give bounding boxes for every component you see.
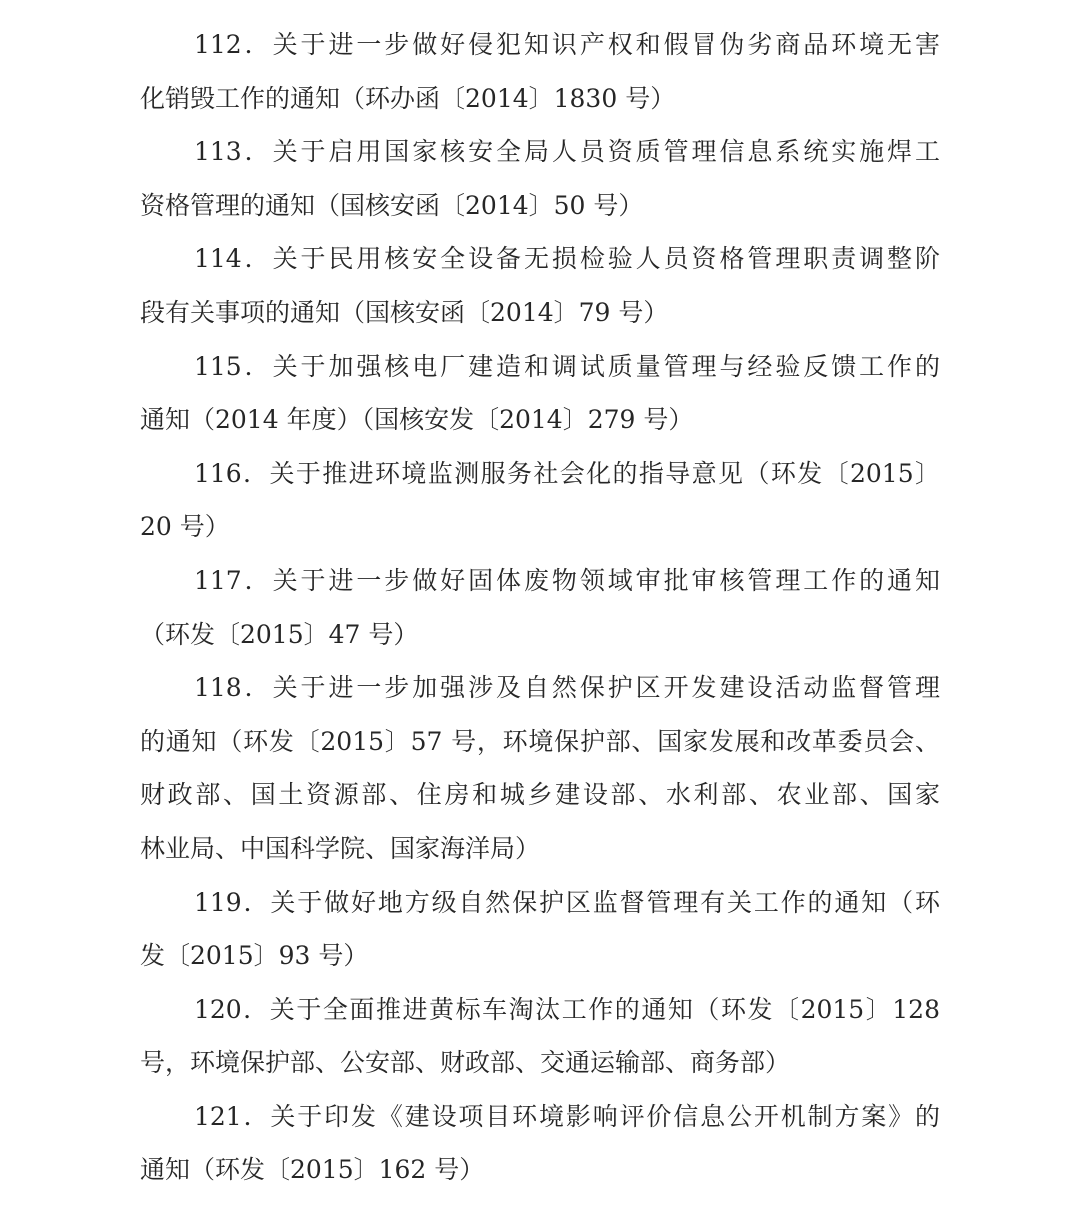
document-line: 资格管理的通知（国核安函〔2014〕50 号） <box>140 190 644 220</box>
document-line: 119．关于做好地方级自然保护区监督管理有关工作的通知（环 <box>194 887 940 917</box>
document-line: 号，环境保护部、公安部、财政部、交通运输部、商务部） <box>140 1048 791 1078</box>
document-line: 段有关事项的通知（国核安函〔2014〕79 号） <box>140 297 669 327</box>
document-line: 117．关于进一步做好固体废物领域审批审核管理工作的通知 <box>194 565 940 595</box>
document-line: 114．关于民用核安全设备无损检验人员资格管理职责调整阶 <box>194 244 940 274</box>
document-line: 121．关于印发《建设项目环境影响评价信息公开机制方案》的 <box>194 1101 940 1131</box>
document-body <box>140 18 940 1197</box>
document-line: 化销毁工作的通知（环办函〔2014〕1830 号） <box>140 83 676 113</box>
document-line: 通知（环发〔2015〕162 号） <box>140 1155 485 1185</box>
document-line: （环发〔2015〕47 号） <box>140 619 419 649</box>
document-line: 20 号） <box>140 512 230 542</box>
document-line: 115．关于加强核电厂建造和调试质量管理与经验反馈工作的 <box>194 351 940 381</box>
document-line: 116．关于推进环境监测服务社会化的指导意见（环发〔2015〕 <box>194 458 940 488</box>
document-line: 发〔2015〕93 号） <box>140 941 369 971</box>
document-line: 118．关于进一步加强涉及自然保护区开发建设活动监督管理 <box>194 673 940 703</box>
document-line: 财政部、国土资源部、住房和城乡建设部、水利部、农业部、国家 <box>140 780 940 810</box>
document-line: 112．关于进一步做好侵犯知识产权和假冒伪劣商品环境无害 <box>194 30 940 59</box>
document-line: 的通知（环发〔2015〕57 号，环境保护部、国家发展和改革委员会、 <box>140 726 940 756</box>
document-line: 113．关于启用国家核安全局人员资质管理信息系统实施焊工 <box>194 137 940 167</box>
document-line: 林业局、中国科学院、国家海洋局） <box>140 833 541 863</box>
document-line: 120．关于全面推进黄标车淘汰工作的通知（环发〔2015〕128 <box>194 994 940 1024</box>
document-line: 通知（2014 年度）（国核安发〔2014〕279 号） <box>140 405 694 435</box>
